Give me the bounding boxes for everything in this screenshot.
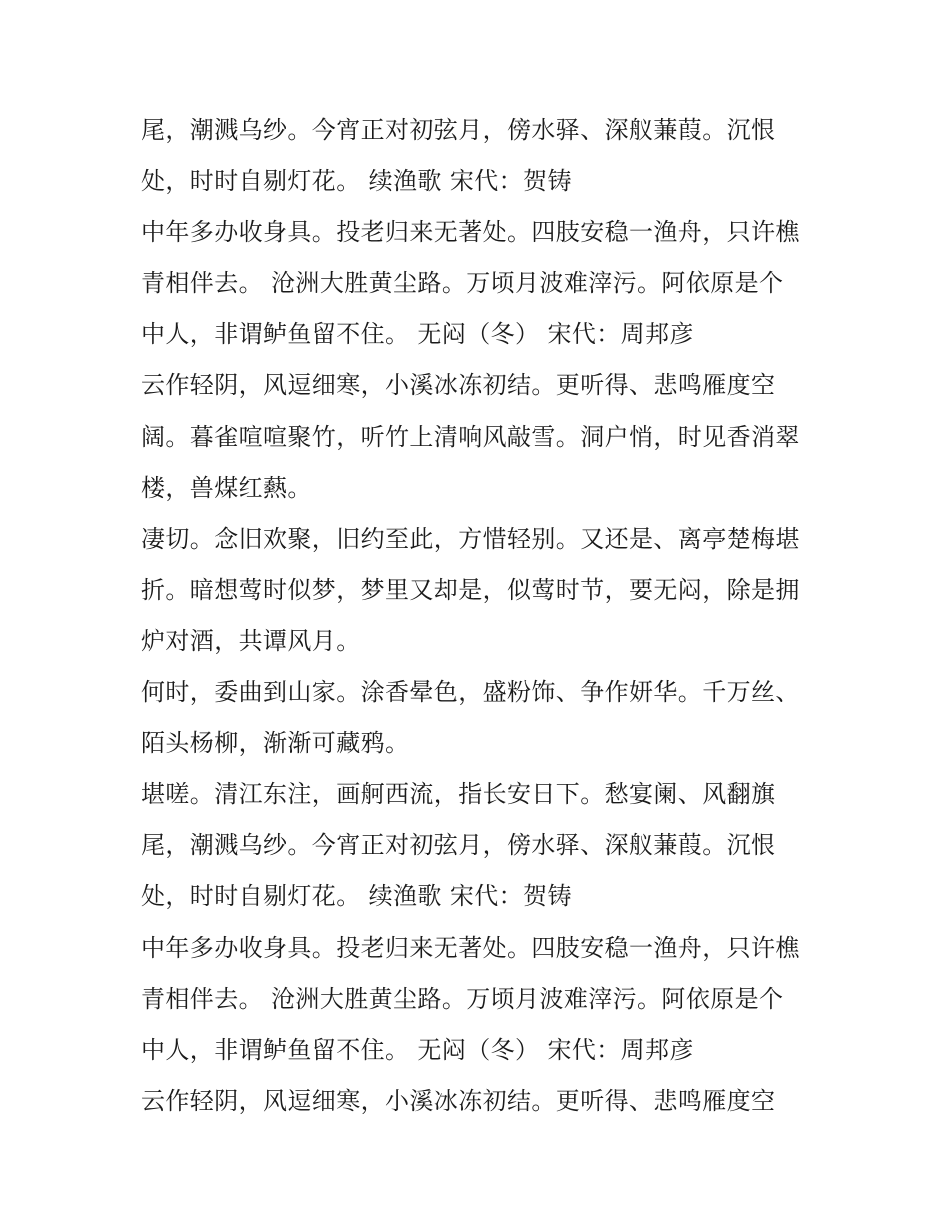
text-line: 凄切。念旧欢聚，旧约至此，方惜轻别。又还是、离亭楚梅堪 [141, 524, 800, 553]
text-line: 中年多办收身具。投老归来无著处。四肢安稳一渔舟，只许樵 [141, 218, 800, 247]
text-line: 处，时时自剔灯花。 续渔歌 宋代：贺铸 [141, 882, 572, 911]
text-line: 堪嗟。清江东注，画舸西流，指长安日下。愁宴阑、风翻旗 [141, 780, 776, 809]
text-line: 阔。暮雀喧喧聚竹，听竹上清响风敲雪。洞户悄，时见香消翠 [141, 422, 800, 451]
text-line: 炉对酒，共谭风月。 [141, 626, 361, 655]
text-line: 青相伴去。 沧洲大胜黄尘路。万顷月波难滓污。阿依原是个 [141, 984, 784, 1013]
poem-text-block [141, 105, 831, 1127]
text-line: 青相伴去。 沧洲大胜黄尘路。万顷月波难滓污。阿依原是个 [141, 269, 784, 298]
text-line: 尾，潮溅乌纱。今宵正对初弦月，傍水驿、深舣蒹葭。沉恨 [141, 116, 776, 144]
text-line: 云作轻阴，风逗细寒，小溪冰冻初结。更听得、悲鸣雁度空 [141, 1086, 776, 1115]
text-line: 中人，非谓鲈鱼留不住。 无闷（冬） 宋代：周邦彦 [141, 1035, 694, 1064]
text-line: 尾，潮溅乌纱。今宵正对初弦月，傍水驿、深舣蒹葭。沉恨 [141, 831, 776, 860]
text-line: 楼，兽煤红爇。 [141, 473, 312, 502]
text-line: 陌头杨柳，渐渐可藏鸦。 [141, 729, 410, 758]
text-line: 云作轻阴，风逗细寒，小溪冰冻初结。更听得、悲鸣雁度空 [141, 371, 776, 400]
text-line: 处，时时自剔灯花。 续渔歌 宋代：贺铸 [141, 167, 572, 196]
text-line: 中人，非谓鲈鱼留不住。 无闷（冬） 宋代：周邦彦 [141, 320, 694, 349]
text-line: 何时，委曲到山家。涂香晕色，盛粉饰、争作妍华。千万丝、 [141, 678, 800, 707]
text-line: 中年多办收身具。投老归来无著处。四肢安稳一渔舟，只许樵 [141, 933, 800, 962]
text-line: 折。暗想莺时似梦，梦里又却是，似莺时节，要无闷，除是拥 [141, 575, 800, 604]
